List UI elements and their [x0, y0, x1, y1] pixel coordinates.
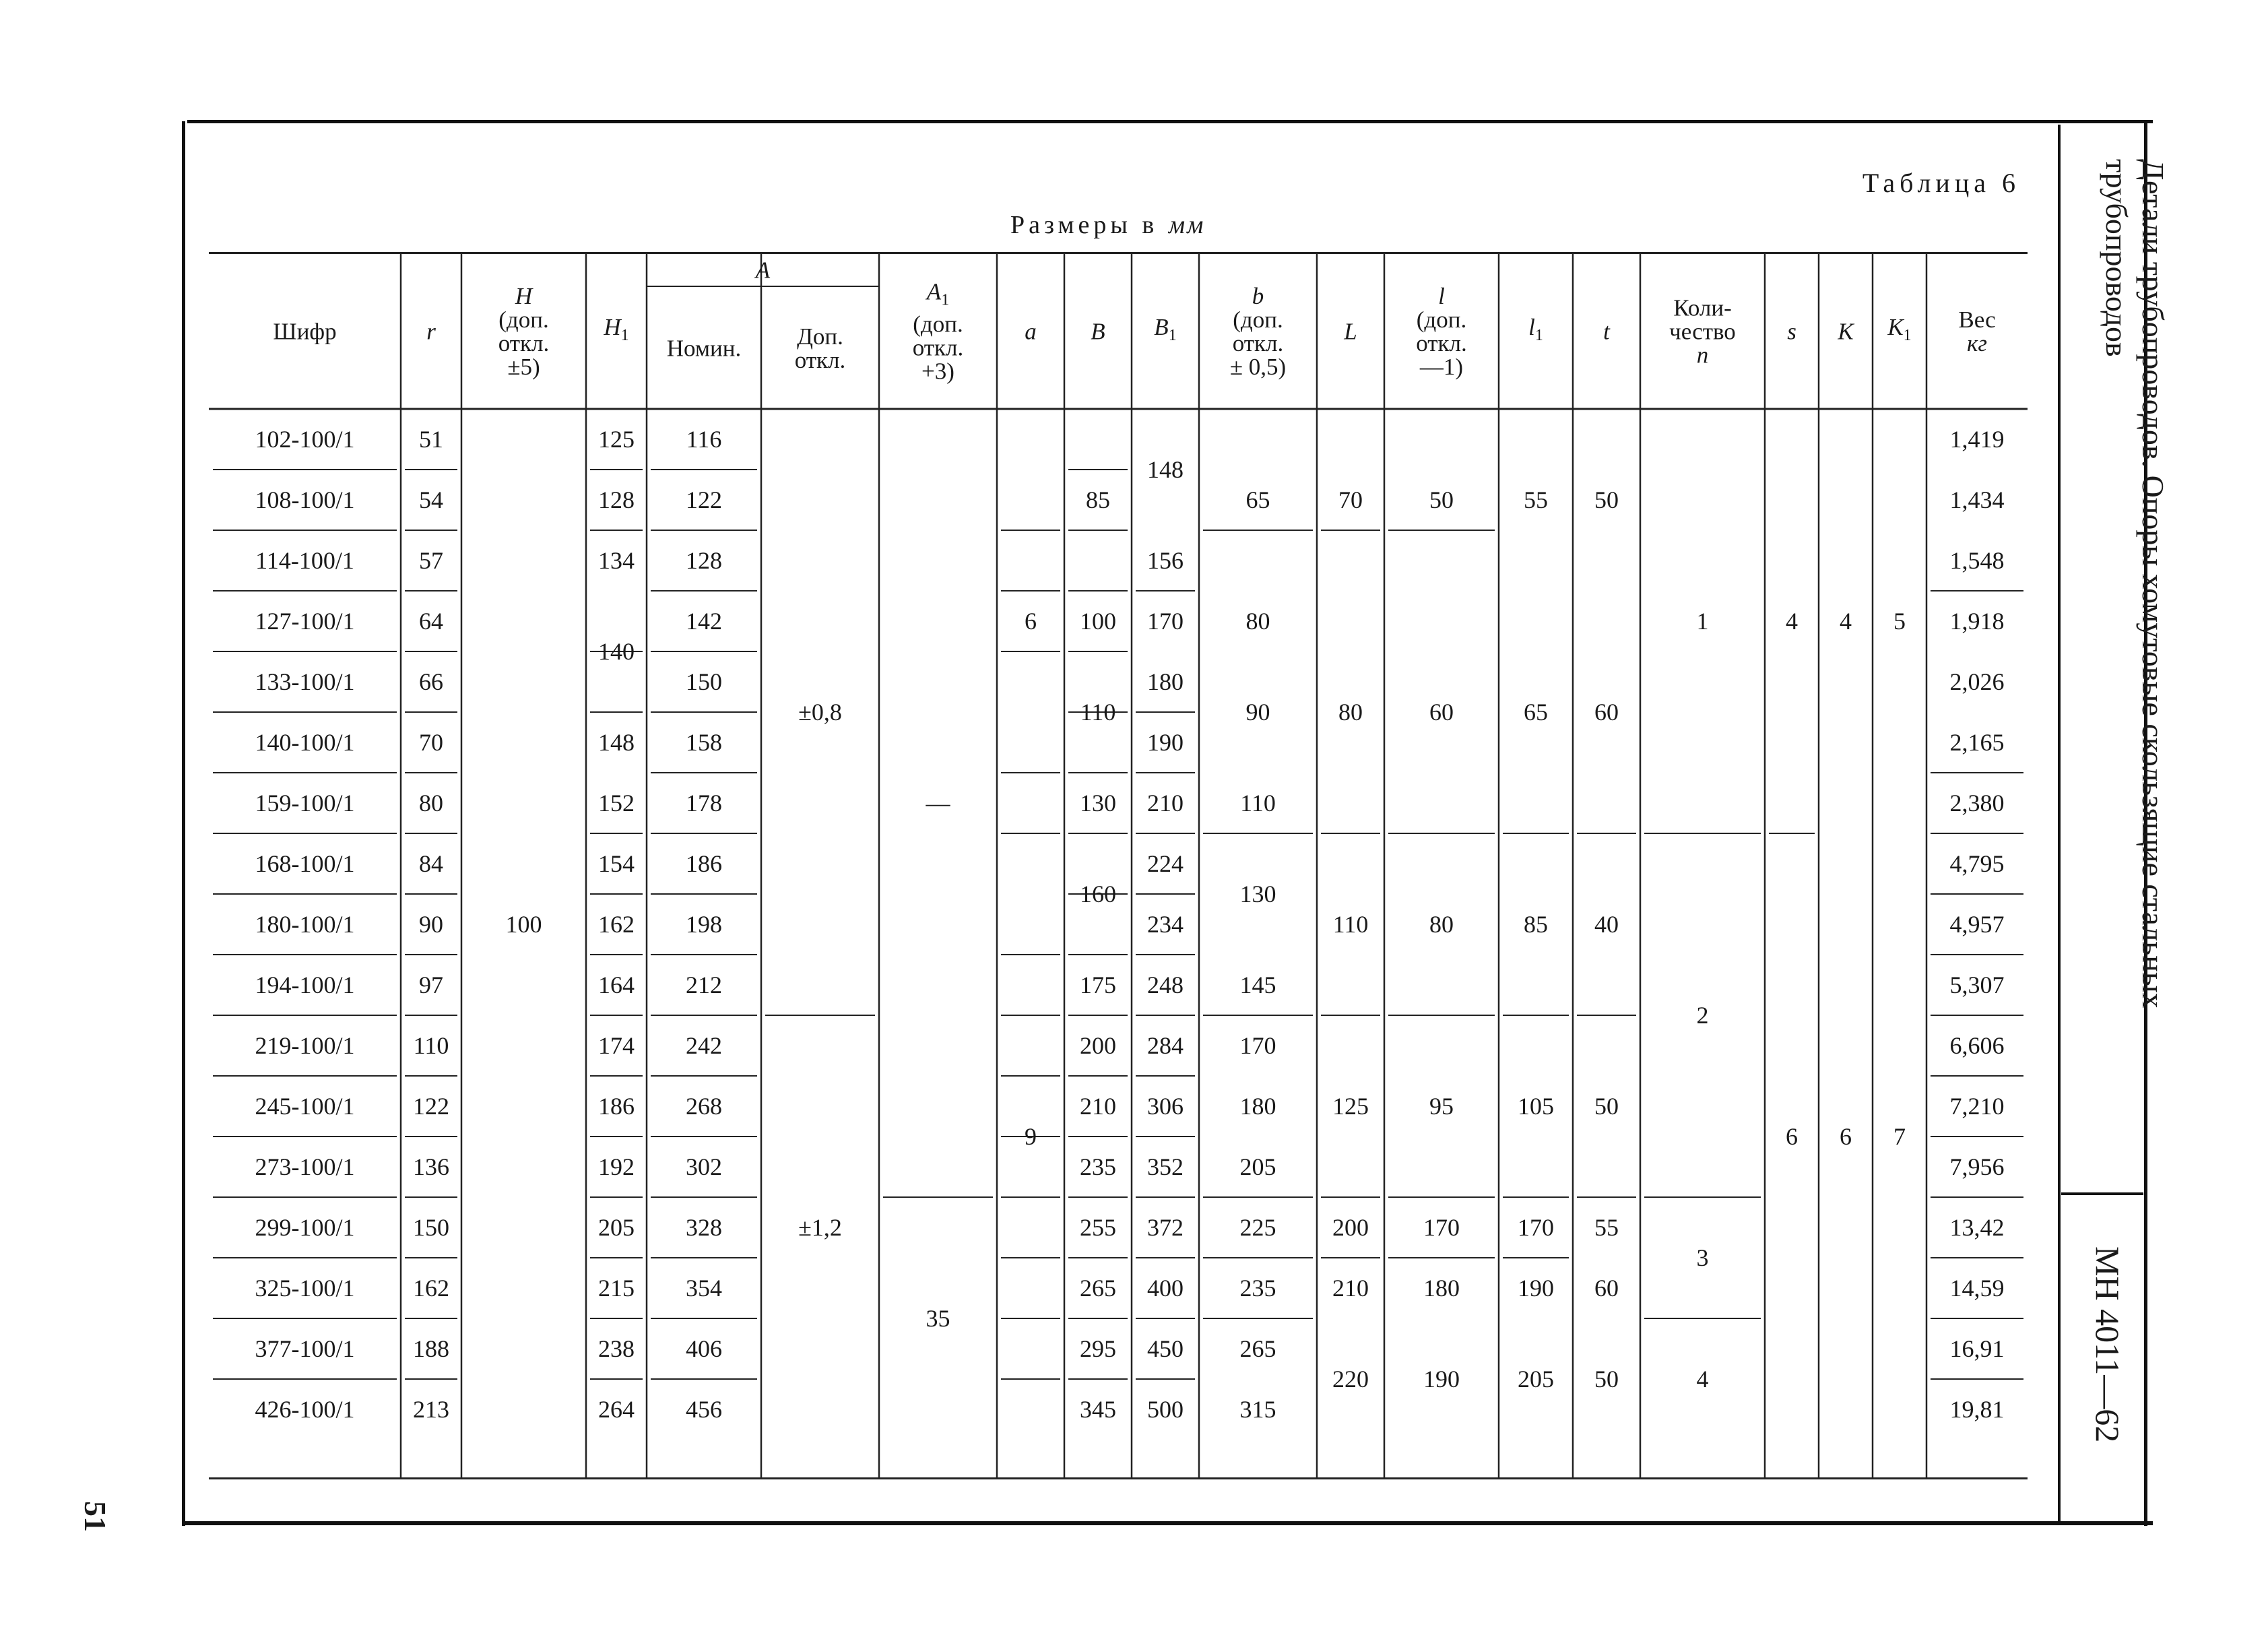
cell-r: 54: [419, 486, 443, 513]
cell-b: 205: [1239, 1153, 1276, 1180]
cell-b: 265: [1239, 1335, 1276, 1362]
header-H-line-2: откл.: [498, 330, 550, 356]
cell-b: 170: [1239, 1032, 1276, 1059]
header-B1: [1154, 315, 1176, 348]
cell-H: 100: [505, 911, 542, 938]
header-n-line-1: Коли-: [1673, 294, 1732, 321]
cell-r: 80: [419, 790, 443, 817]
cell-r: 64: [419, 608, 443, 635]
header-A1-line-3: +3): [921, 358, 954, 385]
cell-weight: 1,548: [1949, 547, 2005, 574]
cell-l1: 85: [1524, 911, 1548, 938]
header-s-symbol: s: [1787, 318, 1796, 345]
cell-shifr: 299-100/1: [255, 1214, 355, 1241]
cell-L: 210: [1332, 1275, 1369, 1302]
cell-H1: 134: [598, 547, 635, 574]
header-r: [426, 320, 436, 344]
cell-B1: 400: [1147, 1275, 1184, 1302]
cell-t: 60: [1594, 699, 1619, 726]
cell-r: 84: [419, 850, 443, 877]
header-b: [1230, 284, 1286, 379]
cell-weight: 1,918: [1949, 608, 2005, 635]
header-t-symbol: t: [1603, 318, 1610, 345]
cell-A-nominal: 406: [686, 1335, 722, 1362]
cell-B: 85: [1086, 486, 1110, 513]
cell-b: 180: [1239, 1093, 1276, 1120]
document-code: МН 4011—62: [2089, 1246, 2127, 1443]
header-A1-subscript: 1: [941, 291, 950, 309]
units-unit: мм: [1168, 211, 1206, 239]
cell-A-nominal: 150: [686, 668, 722, 695]
cell-t: 50: [1594, 1366, 1619, 1393]
cell-H1: 125: [598, 426, 635, 453]
cell-H1: 154: [598, 850, 635, 877]
cell-l1: 190: [1518, 1275, 1554, 1302]
cell-r: 150: [413, 1214, 449, 1241]
cell-weight: 14,59: [1949, 1275, 2005, 1302]
header-B1-symbol: B: [1154, 314, 1169, 340]
cell-t: 40: [1594, 911, 1619, 938]
cell-B1: 224: [1147, 850, 1184, 877]
cell-b: 235: [1239, 1275, 1276, 1302]
header-l-symbol: l: [1438, 283, 1445, 309]
frame-top-border: [187, 120, 2153, 123]
cell-r: 188: [413, 1335, 449, 1362]
cell-B: 160: [1080, 881, 1116, 907]
cell-H1: 174: [598, 1032, 635, 1059]
header-A-tolerance-line-1: Доп.: [797, 323, 843, 350]
cell-shifr: 426-100/1: [255, 1396, 355, 1423]
cell-r: 136: [413, 1153, 449, 1180]
cell-shifr: 180-100/1: [255, 911, 355, 938]
cell-L: 220: [1332, 1366, 1369, 1393]
cell-shifr: 194-100/1: [255, 971, 355, 998]
header-b-symbol: b: [1252, 283, 1264, 309]
header-l1: [1528, 315, 1543, 348]
cell-H1: 140: [598, 638, 635, 665]
cell-r: 66: [419, 668, 443, 695]
header-l1-subscript: 1: [1534, 327, 1543, 344]
header-K: [1838, 320, 1853, 344]
cell-K: 6: [1840, 1123, 1852, 1150]
cell-H1: 162: [598, 911, 635, 938]
header-H1-subscript: 1: [620, 327, 629, 344]
header-B-symbol: B: [1091, 318, 1105, 345]
cell-A-nominal: 268: [686, 1093, 722, 1120]
cell-L: 110: [1332, 911, 1369, 938]
cell-B1: 306: [1147, 1093, 1184, 1120]
header-a-symbol: a: [1025, 318, 1037, 345]
frame-bottom-border: [182, 1521, 2153, 1525]
cell-s: 6: [1786, 1123, 1798, 1150]
cell-shifr: 133-100/1: [255, 668, 355, 695]
cell-r: 70: [419, 729, 443, 756]
cell-l: 190: [1423, 1366, 1460, 1393]
cell-weight: 7,956: [1949, 1153, 2005, 1180]
cell-B1: 148: [1147, 456, 1184, 483]
cell-n: 4: [1696, 1366, 1709, 1393]
header-H-line-1: (доп.: [498, 307, 549, 333]
cell-A-nominal: 212: [686, 971, 722, 998]
cell-shifr: 245-100/1: [255, 1093, 355, 1120]
cell-b: 110: [1240, 790, 1276, 817]
header-A1-line-2: откл.: [912, 334, 964, 361]
cell-weight: 16,91: [1949, 1335, 2005, 1362]
cell-B1: 500: [1147, 1396, 1184, 1423]
cell-n: 1: [1696, 608, 1709, 635]
cell-K: 4: [1840, 608, 1852, 635]
header-l-line-3: —1): [1419, 354, 1464, 380]
header-A1: [913, 280, 964, 383]
cell-l1: 170: [1518, 1214, 1554, 1241]
header-H: [498, 284, 550, 379]
header-L-symbol: L: [1344, 318, 1357, 345]
cell-weight: 5,307: [1949, 971, 2005, 998]
cell-B1: 170: [1147, 608, 1184, 635]
cell-shifr: 168-100/1: [255, 850, 355, 877]
cell-K1: 5: [1893, 608, 1906, 635]
cell-weight: 13,42: [1949, 1214, 2005, 1241]
cell-H1: 152: [598, 790, 635, 817]
cell-t: 60: [1594, 1275, 1619, 1302]
header-t: [1603, 320, 1610, 344]
cell-l: 80: [1429, 911, 1454, 938]
cell-n: 3: [1696, 1244, 1709, 1271]
header-H-line-3: ±5): [507, 354, 540, 380]
header-n-symbol: n: [1696, 342, 1709, 369]
cell-n: 2: [1696, 1002, 1709, 1029]
cell-A-nominal: 158: [686, 729, 722, 756]
cell-b: 65: [1245, 486, 1270, 513]
header-a: [1025, 320, 1037, 344]
header-B: [1091, 320, 1105, 344]
cell-L: 70: [1338, 486, 1363, 513]
frame-title-divider: [2058, 125, 2061, 1523]
cell-shifr: 140-100/1: [255, 729, 355, 756]
cell-A1: —: [926, 790, 950, 817]
header-H1: [604, 315, 628, 348]
header-H-symbol: H: [515, 283, 533, 309]
header-K1-subscript: 1: [1903, 327, 1912, 344]
cell-shifr: 114-100/1: [255, 547, 354, 574]
table-grid-lines: [209, 254, 2028, 1477]
cell-shifr: 108-100/1: [255, 486, 355, 513]
header-K-symbol: K: [1838, 318, 1854, 345]
cell-H1: 238: [598, 1335, 635, 1362]
page-number: 51: [78, 1501, 112, 1532]
cell-l1: 65: [1524, 699, 1548, 726]
header-A-symbol: A: [755, 257, 771, 284]
cell-A-nominal: 178: [686, 790, 722, 817]
cell-t: 50: [1594, 1093, 1619, 1120]
cell-B: 110: [1080, 699, 1116, 726]
cell-A-nominal: 128: [686, 547, 722, 574]
header-L: [1344, 320, 1357, 344]
cell-H1: 192: [598, 1153, 635, 1180]
cell-B1: 180: [1147, 668, 1184, 695]
header-A-nominal: Номин.: [666, 335, 742, 362]
header-A-tolerance-line-2: откл.: [794, 347, 846, 373]
cell-B1: 190: [1147, 729, 1184, 756]
cell-l: 60: [1429, 699, 1454, 726]
header-H1-symbol: H: [604, 314, 621, 340]
cell-B1: 450: [1147, 1335, 1184, 1362]
cell-A-dop: ±0,8: [798, 699, 842, 726]
cell-A-nominal: 302: [686, 1153, 722, 1180]
cell-H1: 205: [598, 1214, 635, 1241]
cell-weight: 19,81: [1949, 1396, 2005, 1423]
header-weight-unit: кг: [1966, 330, 1988, 356]
cell-l1: 205: [1518, 1366, 1554, 1393]
cell-a: 6: [1025, 608, 1037, 635]
header-l-line-2: откл.: [1416, 330, 1467, 356]
document-title-line-1: Детали трубопроводов. Опоры хомутовые скользящие стальных: [2136, 159, 2170, 1009]
cell-B1: 248: [1147, 971, 1184, 998]
cell-A-nominal: 328: [686, 1214, 722, 1241]
header-A-tolerance: [795, 325, 846, 372]
cell-weight: 2,380: [1949, 790, 2005, 817]
cell-H1: 186: [598, 1093, 635, 1120]
cell-B: 200: [1080, 1032, 1116, 1059]
cell-L: 200: [1332, 1214, 1369, 1241]
header-s: [1787, 320, 1796, 344]
cell-B1: 284: [1147, 1032, 1184, 1059]
header-A1-line-1: (доп.: [913, 311, 963, 338]
header-weight: [1958, 308, 1995, 355]
cell-r: 110: [413, 1032, 449, 1059]
frame-title-cross-divider: [2061, 1192, 2143, 1195]
frame-left-border: [182, 121, 185, 1526]
cell-shifr: 127-100/1: [255, 608, 355, 635]
cell-H1: 128: [598, 486, 635, 513]
cell-r: 213: [413, 1396, 449, 1423]
cell-B1: 234: [1147, 911, 1184, 938]
cell-L: 125: [1332, 1093, 1369, 1120]
header-n: [1669, 296, 1736, 367]
cell-B: 210: [1080, 1093, 1116, 1120]
cell-B1: 210: [1147, 790, 1184, 817]
cell-shifr: 325-100/1: [255, 1275, 355, 1302]
cell-l: 170: [1423, 1214, 1460, 1241]
cell-B: 100: [1080, 608, 1116, 635]
header-K1: [1887, 315, 1911, 348]
cell-b: 130: [1239, 881, 1276, 907]
cell-s: 4: [1786, 608, 1798, 635]
cell-l1: 55: [1524, 486, 1548, 513]
header-B1-subscript: 1: [1168, 327, 1177, 344]
header-n-line-2: чество: [1669, 318, 1736, 345]
cell-H1: 215: [598, 1275, 635, 1302]
header-r-symbol: r: [426, 318, 436, 345]
cell-K1: 7: [1893, 1123, 1906, 1150]
cell-weight: 7,210: [1949, 1093, 2005, 1120]
cell-l: 50: [1429, 486, 1454, 513]
cell-B: 235: [1080, 1153, 1116, 1180]
cell-shifr: 377-100/1: [255, 1335, 355, 1362]
cell-l: 180: [1423, 1275, 1460, 1302]
cell-B: 295: [1080, 1335, 1116, 1362]
cell-L: 80: [1338, 699, 1363, 726]
cell-A-nominal: 142: [686, 608, 722, 635]
cell-shifr: 219-100/1: [255, 1032, 355, 1059]
cell-r: 122: [413, 1093, 449, 1120]
cell-r: 90: [419, 911, 443, 938]
header-l-line-1: (доп.: [1416, 307, 1467, 333]
dimensions-table: [209, 252, 2028, 1479]
cell-B1: 352: [1147, 1153, 1184, 1180]
cell-A-dop: ±1,2: [798, 1214, 842, 1241]
header-A: [756, 259, 770, 282]
cell-H1: 164: [598, 971, 635, 998]
cell-shifr: 102-100/1: [255, 426, 355, 453]
cell-t: 55: [1594, 1214, 1619, 1241]
cell-weight: 1,434: [1949, 486, 2005, 513]
cell-A-nominal: 116: [686, 426, 722, 453]
cell-B1: 156: [1147, 547, 1184, 574]
cell-B: 255: [1080, 1214, 1116, 1241]
header-l1-symbol: l: [1528, 314, 1535, 340]
cell-l: 95: [1429, 1093, 1454, 1120]
cell-B: 345: [1080, 1396, 1116, 1423]
cell-H1: 148: [598, 729, 635, 756]
header-weight-line-1: Вес: [1958, 307, 1996, 333]
cell-b: 225: [1239, 1214, 1276, 1241]
cell-B: 130: [1080, 790, 1116, 817]
header-shifr: Шифр: [273, 318, 337, 345]
cell-A-nominal: 198: [686, 911, 722, 938]
cell-b: 80: [1245, 608, 1270, 635]
cell-weight: 2,165: [1949, 729, 2005, 756]
cell-H1: 264: [598, 1396, 635, 1423]
cell-l1: 105: [1518, 1093, 1554, 1120]
cell-b: 315: [1239, 1396, 1276, 1423]
cell-r: 97: [419, 971, 443, 998]
cell-A1: 35: [926, 1305, 950, 1332]
cell-weight: 4,957: [1949, 911, 2005, 938]
document-title-line-2: трубопроводов: [2100, 159, 2134, 357]
cell-a: 9: [1025, 1123, 1037, 1150]
cell-weight: 4,795: [1949, 850, 2005, 877]
cell-b: 90: [1245, 699, 1270, 726]
cell-A-nominal: 242: [686, 1032, 722, 1059]
header-b-line-3: ± 0,5): [1229, 354, 1287, 380]
cell-A-nominal: 354: [686, 1275, 722, 1302]
header-b-line-1: (доп.: [1233, 307, 1283, 333]
cell-weight: 1,419: [1949, 426, 2005, 453]
cell-B: 265: [1080, 1275, 1116, 1302]
cell-A-nominal: 456: [686, 1396, 722, 1423]
cell-r: 162: [413, 1275, 449, 1302]
header-A1-symbol: A: [926, 278, 942, 305]
cell-A-nominal: 186: [686, 850, 722, 877]
cell-weight: 2,026: [1949, 668, 2005, 695]
header-K1-symbol: K: [1887, 314, 1904, 340]
units-prefix: Размеры в: [1010, 211, 1159, 239]
cell-r: 51: [419, 426, 443, 453]
header-b-line-2: откл.: [1232, 330, 1284, 356]
document-title: [2098, 159, 2171, 1009]
cell-weight: 6,606: [1949, 1032, 2005, 1059]
cell-B1: 372: [1147, 1214, 1184, 1241]
cell-A-nominal: 122: [686, 486, 722, 513]
units-caption: [1010, 210, 1205, 240]
cell-shifr: 273-100/1: [255, 1153, 355, 1180]
cell-shifr: 159-100/1: [255, 790, 355, 817]
cell-b: 145: [1239, 971, 1276, 998]
table-label: Таблица 6: [1862, 168, 2020, 198]
header-l: [1416, 284, 1467, 379]
cell-r: 57: [419, 547, 443, 574]
cell-t: 50: [1594, 486, 1619, 513]
cell-B: 175: [1080, 971, 1116, 998]
